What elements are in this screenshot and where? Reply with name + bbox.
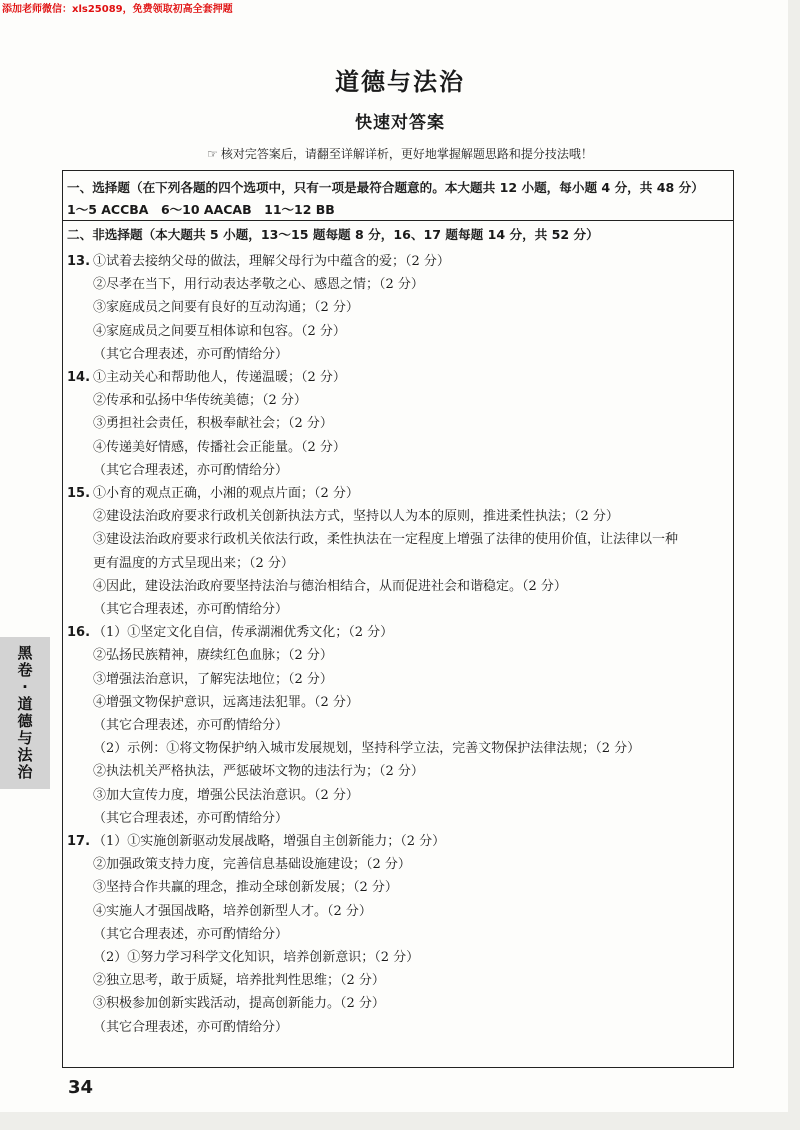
- answer-line: [93, 741, 640, 757]
- answer-text: （其它合理表述，亦可酌情给分）: [93, 346, 289, 362]
- answer-line: [93, 532, 678, 548]
- answer-line: [93, 718, 288, 734]
- answer-text: ③加大宣传力度，增强公民法治意识。（2 分）: [93, 787, 359, 803]
- section-choice-answers: 1～5 ACCBA 6～10 AACAB 11～12 BB: [67, 202, 335, 217]
- answer-text: ③建设法治政府要求行政机关依法行政，柔性执法在一定程度上增强了法律的使用价值，让法律以一种: [93, 532, 679, 548]
- answer-text: ③积极参加创新实践活动，提高创新能力。（2 分）: [93, 996, 385, 1012]
- page-subtitle: 快速对答案: [355, 113, 445, 133]
- answer-line: [93, 996, 385, 1012]
- answer-text: ②传承和弘扬中华传统美德；（2 分）: [93, 393, 307, 409]
- answer-text: （1）①实施创新驱动发展战略，增强自主创新能力；（2 分）: [93, 834, 446, 849]
- question-number: 15.: [67, 486, 91, 501]
- answer-line: [67, 254, 450, 270]
- answer-line: [93, 277, 424, 293]
- answer-line: [93, 300, 359, 316]
- question-number: 17.: [67, 834, 91, 849]
- answer-text: ③增强法治意识，了解宪法地位；（2 分）: [93, 671, 333, 687]
- answer-text: ①小育的观点正确，小湘的观点片面；（2 分）: [93, 486, 359, 501]
- answer-text: ③家庭成员之间要有良好的互动沟通；（2 分）: [93, 300, 359, 316]
- answer-line: [93, 602, 288, 618]
- answer-line: [93, 393, 307, 409]
- answer-line: [93, 695, 359, 711]
- section-choice: [63, 171, 733, 221]
- page-bottom-edge: [0, 1112, 800, 1130]
- answer-text: （其它合理表述，亦可酌情给分）: [93, 1019, 289, 1035]
- answer-text: ③坚持合作共赢的理念，推动全球创新发展；（2 分）: [93, 880, 398, 896]
- answer-line: [93, 788, 359, 804]
- answer-text: ④家庭成员之间要互相体谅和包容。（2 分）: [93, 323, 346, 339]
- answer-text: （其它合理表述，亦可酌情给分）: [93, 462, 289, 478]
- answer-text: ②尽孝在当下，用行动表达孝敬之心、感恩之情；（2 分）: [93, 277, 424, 293]
- answer-line: [93, 347, 288, 363]
- answer-line: [93, 973, 385, 989]
- watermark-text: 添加老师微信：xls25089，免费领取初高全套押题: [2, 4, 233, 15]
- answer-line: [93, 927, 288, 943]
- answer-text: ③勇担社会责任，积极奉献社会；（2 分）: [93, 416, 333, 432]
- answer-text: ②执法机关严格执法，严惩破坏文物的违法行为；（2 分）: [93, 764, 424, 780]
- answer-line: [93, 440, 346, 456]
- answer-text: （其它合理表述，亦可酌情给分）: [93, 602, 289, 617]
- answer-line: [93, 764, 424, 780]
- tip-line: [160, 145, 640, 162]
- answer-text: （其它合理表述，亦可酌情给分）: [93, 718, 289, 733]
- pointing-hand-icon: ☞: [207, 147, 218, 161]
- page-title: 道德与法治: [335, 68, 465, 96]
- answer-box: [62, 170, 734, 1068]
- answer-line: [93, 904, 372, 920]
- answer-line: [93, 648, 333, 664]
- tip-text: 核对完答案后，请翻至详解详析，更好地掌握解题思路和提分技法哦！: [220, 147, 593, 161]
- page-number: 34: [68, 1077, 94, 1098]
- answer-line: [67, 834, 445, 850]
- answer-text: ④实施人才强国战略，培养创新型人才。（2 分）: [93, 903, 372, 919]
- answer-line: [93, 416, 333, 432]
- section-choice-heading: 一、选择题（在下列各题的四个选项中，只有一项是最符合题意的。本大题共 12 小题，每小题 4 分，共 48 分）: [67, 180, 704, 195]
- answer-text: ①试着去接纳父母的做法，理解父母行为中蕴含的爱；（2 分）: [93, 254, 450, 269]
- answer-text: ④因此，建设法治政府要坚持法治与德治相结合，从而促进社会和谐稳定。（2 分）: [93, 578, 567, 594]
- answer-line: [93, 463, 288, 479]
- answer-text: ②加强政策支持力度，完善信息基础设施建设；（2 分）: [93, 857, 411, 873]
- answer-text: （2）①努力学习科学文化知识，培养创新意识；（2 分）: [93, 950, 420, 965]
- answer-text: ④传递美好情感，传播社会正能量。（2 分）: [93, 439, 346, 455]
- answer-line: [93, 811, 288, 827]
- answer-text: 更有温度的方式呈现出来；（2 分）: [93, 555, 294, 571]
- answer-text: ②弘扬民族精神，赓续红色血脉；（2 分）: [93, 648, 333, 664]
- answer-line: [67, 370, 346, 386]
- answer-line: [93, 880, 398, 896]
- answer-text: ④增强文物保护意识，远离违法犯罪。（2 分）: [93, 694, 359, 710]
- answer-text: （1）①坚定文化自信，传承湖湘优秀文化；（2 分）: [93, 625, 394, 641]
- answer-text: （其它合理表述，亦可酌情给分）: [93, 926, 289, 942]
- question-number: 14.: [67, 370, 91, 385]
- answer-line: [93, 857, 411, 873]
- answer-line: [93, 579, 567, 595]
- answer-line: [93, 556, 294, 572]
- answer-line: [67, 486, 359, 502]
- answer-text: （2）示例：①将文物保护纳入城市发展规划，坚持科学立法，完善文物保护法律法规；（2 分）: [93, 741, 641, 757]
- question-number: 13.: [67, 254, 91, 269]
- side-tab: [0, 637, 50, 789]
- answer-line: [93, 1020, 288, 1036]
- section-nonchoice-heading: 二、非选择题（本大题共 5 小题，13～15 题每题 8 分，16、17 题每题 14 分，共 52 分）: [67, 227, 599, 242]
- page-right-edge: [788, 0, 800, 1130]
- answer-line: [67, 625, 393, 641]
- answer-line: [93, 324, 346, 340]
- answer-text: ①主动关心和帮助他人，传递温暖；（2 分）: [93, 370, 346, 385]
- side-tab-label: 黑卷·道德与法治: [17, 644, 33, 781]
- answer-text: ②独立思考，敢于质疑，培养批判性思维；（2 分）: [93, 973, 385, 989]
- answer-line: [93, 509, 619, 525]
- answer-text: （其它合理表述，亦可酌情给分）: [93, 810, 289, 826]
- answer-line: [93, 672, 333, 688]
- question-number: 16.: [67, 625, 91, 641]
- answer-text: ②建设法治政府要求行政机关创新执法方式，坚持以人为本的原则，推进柔性执法；（2 分）: [93, 509, 619, 525]
- answer-line: [93, 950, 419, 966]
